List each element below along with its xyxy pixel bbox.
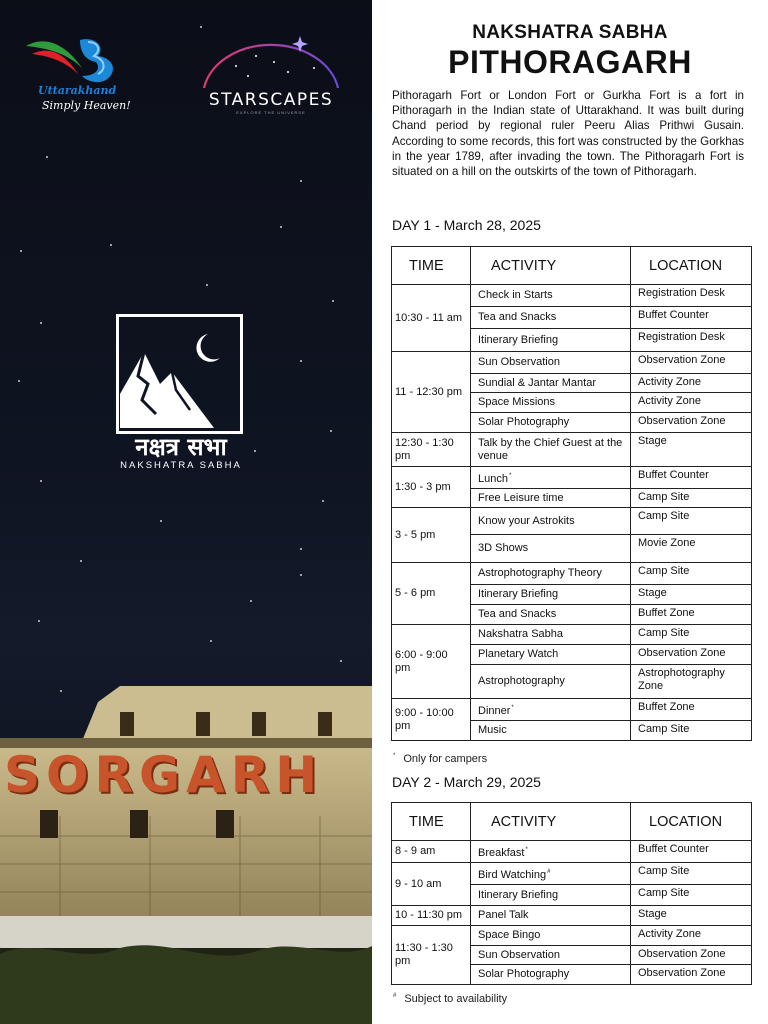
col-header-time: TIME bbox=[392, 803, 471, 841]
emblem-hindi-title: नक्षत्र सभा bbox=[135, 433, 227, 461]
day2-schedule-table bbox=[391, 802, 752, 985]
activity-text: Space Missions bbox=[478, 396, 556, 408]
day1-schedule-table bbox=[391, 246, 752, 741]
intro-paragraph: Pithoragarh Fort or London Fort or Gurkha Fort is a fort in Pithoragarh in the Indian state of Uttarakhand. It was built during Chand period by regional ruler Peeru Alias Prithwi Gusain. According to some records, this fort was constructed by the Gorkhas in the year 1789, after invading the town. The Pithoragarh Fort is situated on a hill on the outskirts of the town of Pithoragarh. bbox=[392, 89, 744, 179]
starscapes-arc-icon bbox=[196, 32, 346, 92]
activity-cell bbox=[471, 585, 631, 605]
star-dot bbox=[250, 600, 252, 602]
star-dot bbox=[18, 380, 20, 382]
activity-cell bbox=[471, 885, 631, 906]
location-cell: Camp Site bbox=[631, 863, 752, 885]
activity-cell bbox=[471, 946, 631, 965]
activity-cell bbox=[471, 285, 631, 307]
star-dot bbox=[210, 640, 212, 642]
table-header-row bbox=[392, 803, 752, 841]
activity-text: Check in Starts bbox=[478, 289, 553, 301]
star-dot bbox=[46, 156, 48, 158]
activity-mark: * bbox=[525, 846, 528, 853]
fort-illustration bbox=[0, 686, 372, 1024]
location-cell: Buffet Counter bbox=[631, 307, 752, 329]
activity-cell bbox=[471, 467, 631, 489]
location-cell: Stage bbox=[631, 585, 752, 605]
location-cell: Observation Zone bbox=[631, 413, 752, 433]
activity-text: Music bbox=[478, 724, 507, 736]
location-cell: Camp Site bbox=[631, 625, 752, 645]
time-cell: 11:30 - 1:30 pm bbox=[392, 926, 471, 985]
activity-text: Bird Watching bbox=[478, 868, 547, 881]
col-header-activity: ACTIVITY bbox=[471, 247, 631, 285]
time-cell: 5 - 6 pm bbox=[392, 563, 471, 625]
table-row bbox=[392, 563, 752, 585]
location-cell: Observation Zone bbox=[631, 645, 752, 665]
table-row bbox=[392, 926, 752, 946]
star-dot bbox=[40, 480, 42, 482]
location-cell: Activity Zone bbox=[631, 393, 752, 413]
star-dot bbox=[38, 620, 40, 622]
activity-cell bbox=[471, 563, 631, 585]
activity-cell bbox=[471, 721, 631, 741]
activity-cell bbox=[471, 535, 631, 563]
table-row bbox=[392, 352, 752, 374]
location-cell: Stage bbox=[631, 433, 752, 467]
activity-cell bbox=[471, 307, 631, 329]
location-cell: Movie Zone bbox=[631, 535, 752, 563]
activity-text: Know your Astrokits bbox=[478, 514, 575, 527]
location-cell: Observation Zone bbox=[631, 965, 752, 985]
activity-cell bbox=[471, 625, 631, 645]
activity-cell bbox=[471, 665, 631, 699]
location-cell: Buffet Zone bbox=[631, 699, 752, 721]
col-header-time: TIME bbox=[392, 247, 471, 285]
day1-footnote bbox=[392, 753, 487, 765]
location-cell: Buffet Counter bbox=[631, 467, 752, 489]
star-dot bbox=[340, 660, 342, 662]
time-cell: 3 - 5 pm bbox=[392, 508, 471, 563]
location-cell: Camp Site bbox=[631, 508, 752, 535]
time-cell: 11 - 12:30 pm bbox=[392, 352, 471, 433]
star-dot bbox=[20, 250, 22, 252]
uttarakhand-tagline: Simply Heaven! bbox=[42, 99, 131, 112]
activity-cell bbox=[471, 926, 631, 946]
starscapes-subtitle: EXPLORE THE UNIVERSE bbox=[236, 110, 306, 115]
activity-text: Breakfast bbox=[478, 846, 525, 859]
activity-cell bbox=[471, 965, 631, 985]
activity-cell bbox=[471, 352, 631, 374]
table-row bbox=[392, 863, 752, 885]
activity-cell bbox=[471, 645, 631, 665]
footnote-mark: # bbox=[393, 993, 397, 999]
activity-text: Sun Observation bbox=[478, 356, 560, 368]
activity-cell bbox=[471, 699, 631, 721]
activity-cell bbox=[471, 841, 631, 863]
col-header-location: LOCATION bbox=[631, 247, 752, 285]
activity-cell bbox=[471, 605, 631, 625]
location-cell: Camp Site bbox=[631, 489, 752, 508]
activity-cell bbox=[471, 413, 631, 433]
activity-text: Sun Observation bbox=[478, 948, 560, 961]
location-cell: Buffet Zone bbox=[631, 605, 752, 625]
activity-text: Astrophotography bbox=[478, 675, 565, 687]
activity-text: Talk by the Chief Guest at the venue bbox=[478, 436, 623, 462]
table-row bbox=[392, 841, 752, 863]
table-header-row bbox=[392, 247, 752, 285]
table-row bbox=[392, 906, 752, 926]
activity-cell bbox=[471, 863, 631, 885]
col-header-location: LOCATION bbox=[631, 803, 752, 841]
location-cell: Astrophotography Zone bbox=[631, 665, 752, 699]
activity-text: Solar Photography bbox=[478, 416, 570, 428]
activity-cell bbox=[471, 433, 631, 467]
activity-text: Itinerary Briefing bbox=[478, 588, 559, 600]
emblem-english-title: NAKSHATRA SABHA bbox=[120, 460, 242, 471]
time-cell: 10:30 - 11 am bbox=[392, 285, 471, 352]
activity-text: Panel Talk bbox=[478, 909, 529, 921]
star-dot bbox=[300, 180, 302, 182]
activity-mark: # bbox=[547, 868, 551, 875]
time-cell: 1:30 - 3 pm bbox=[392, 467, 471, 508]
location-cell: Buffet Counter bbox=[631, 841, 752, 863]
poster-right-panel bbox=[372, 0, 768, 1024]
star-dot bbox=[322, 500, 324, 502]
activity-text: Dinner bbox=[478, 704, 511, 717]
activity-text: Sundial & Jantar Mantar bbox=[478, 376, 597, 389]
activity-text: Nakshatra Sabha bbox=[478, 628, 563, 640]
star-dot bbox=[160, 520, 162, 522]
star-dot bbox=[300, 574, 302, 576]
activity-cell bbox=[471, 508, 631, 535]
location-cell: Camp Site bbox=[631, 721, 752, 741]
activity-text: Solar Photography bbox=[478, 968, 570, 980]
activity-mark: * bbox=[508, 472, 512, 479]
event-location-title: PITHORAGARH bbox=[448, 44, 692, 80]
day2-footnote bbox=[392, 993, 507, 1005]
uttarakhand-name: Uttarakhand bbox=[38, 84, 117, 97]
table-row bbox=[392, 433, 752, 467]
activity-cell bbox=[471, 489, 631, 508]
table-row bbox=[392, 625, 752, 645]
activity-text: Planetary Watch bbox=[478, 648, 559, 660]
fort-sign-text: SORGARH bbox=[4, 746, 324, 804]
location-cell: Camp Site bbox=[631, 563, 752, 585]
mountain-moon-icon bbox=[116, 314, 243, 434]
location-cell: Camp Site bbox=[631, 885, 752, 906]
activity-text: Astrophotography Theory bbox=[478, 567, 602, 579]
col-header-activity: ACTIVITY bbox=[471, 803, 631, 841]
table-row bbox=[392, 285, 752, 307]
star-dot bbox=[40, 322, 42, 324]
event-title: NAKSHATRA SABHA bbox=[472, 22, 668, 43]
time-cell: 8 - 9 am bbox=[392, 841, 471, 863]
activity-text: Itinerary Briefing bbox=[478, 888, 559, 901]
footnote-mark: * bbox=[393, 753, 396, 759]
location-cell: Registration Desk bbox=[631, 285, 752, 307]
activity-text: 3D Shows bbox=[478, 542, 529, 554]
star-dot bbox=[280, 226, 282, 228]
location-cell: Observation Zone bbox=[631, 946, 752, 965]
location-cell: Activity Zone bbox=[631, 374, 752, 393]
day2-heading: DAY 2 - March 29, 2025 bbox=[392, 774, 541, 790]
day1-heading: DAY 1 - March 28, 2025 bbox=[392, 217, 541, 233]
table-row bbox=[392, 699, 752, 721]
footnote-text: Only for campers bbox=[403, 753, 488, 765]
table-row bbox=[392, 508, 752, 535]
star-dot bbox=[80, 560, 82, 562]
footnote-text: Subject to availability bbox=[404, 993, 508, 1005]
poster-left-panel bbox=[0, 0, 372, 1024]
star-dot bbox=[300, 548, 302, 550]
activity-cell bbox=[471, 906, 631, 926]
time-cell: 9:00 - 10:00 pm bbox=[392, 699, 471, 741]
activity-cell bbox=[471, 374, 631, 393]
activity-cell bbox=[471, 393, 631, 413]
star-dot bbox=[330, 430, 332, 432]
star-dot bbox=[300, 360, 302, 362]
star-dot bbox=[110, 244, 112, 246]
time-cell: 12:30 - 1:30 pm bbox=[392, 433, 471, 467]
time-cell: 10 - 11:30 pm bbox=[392, 906, 471, 926]
starscapes-name: STARSCAPES bbox=[208, 90, 334, 110]
star-dot bbox=[332, 300, 334, 302]
location-cell: Activity Zone bbox=[631, 926, 752, 946]
activity-cell bbox=[471, 329, 631, 352]
star-dot bbox=[200, 26, 202, 28]
activity-mark: * bbox=[511, 704, 514, 711]
activity-text: Free Leisure time bbox=[478, 491, 564, 504]
time-cell: 6:00 - 9:00 pm bbox=[392, 625, 471, 699]
time-cell: 9 - 10 am bbox=[392, 863, 471, 906]
activity-text: Itinerary Briefing bbox=[478, 333, 559, 346]
activity-text: Lunch bbox=[478, 472, 508, 485]
table-row bbox=[392, 467, 752, 489]
location-cell: Stage bbox=[631, 906, 752, 926]
activity-text: Tea and Snacks bbox=[478, 608, 557, 620]
activity-text: Tea and Snacks bbox=[478, 311, 557, 323]
star-dot bbox=[254, 450, 256, 452]
location-cell: Registration Desk bbox=[631, 329, 752, 352]
location-cell: Observation Zone bbox=[631, 352, 752, 374]
star-dot bbox=[206, 284, 208, 286]
activity-text: Space Bingo bbox=[478, 929, 541, 941]
